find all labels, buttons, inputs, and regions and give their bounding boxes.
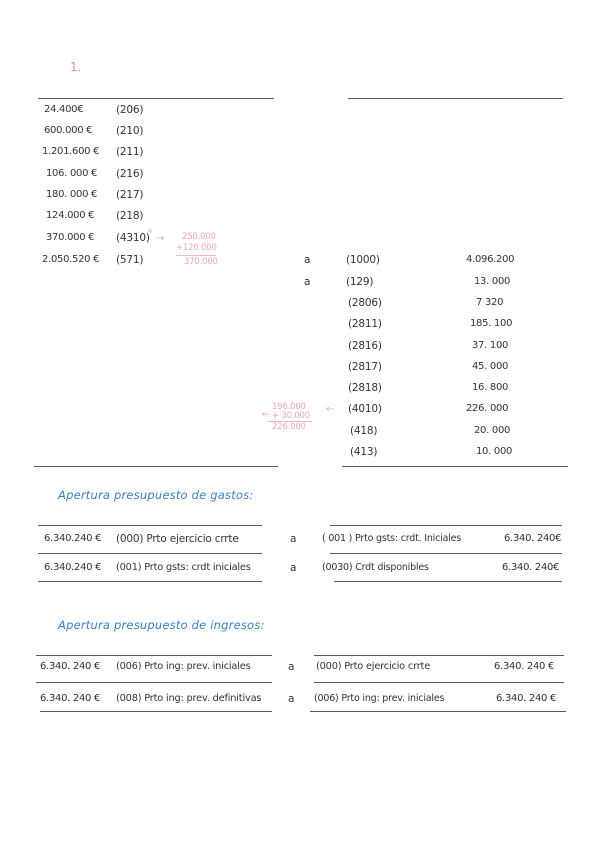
gastos-line <box>38 581 262 582</box>
debit-amount: 124.000 € <box>46 210 95 221</box>
note-value: +120.000 <box>176 243 217 253</box>
debit-account: (218) <box>116 210 144 222</box>
gastos-line <box>334 581 562 582</box>
ingresos-line <box>314 682 564 683</box>
gastos-right-amount: 6.340. 240€ <box>504 533 562 544</box>
note-arrow: ← <box>262 410 270 420</box>
credit-amount: 7 320 <box>476 297 504 308</box>
debit-amount: 106. 000 € <box>46 168 98 179</box>
gastos-right-account: (0030) Crdt disponibles <box>322 562 429 573</box>
credit-amount: 37. 100 <box>472 340 509 351</box>
gastos-heading: Apertura presupuesto de gastos: <box>58 488 254 502</box>
ingresos-line <box>40 711 272 712</box>
credit-account: (1000) <box>346 254 380 266</box>
credit-account: (2806) <box>348 297 382 309</box>
ingresos-left-account: (008) Prto ing: prev. definitivas <box>116 693 262 704</box>
credit-account: (2817) <box>348 361 382 373</box>
gastos-left-amount: 6.340.240 € <box>44 533 102 544</box>
ingresos-left-amount: 6.340. 240 € <box>40 693 101 704</box>
credit-amount: 45. 000 <box>472 361 509 372</box>
note-value: + 30.000 <box>272 411 310 421</box>
gastos-line <box>330 525 562 526</box>
ingresos-right-amount: 6.340. 240 € <box>496 693 557 704</box>
credit-account: (129) <box>346 276 374 288</box>
debit-amount: 370.000 € <box>46 232 95 243</box>
credit-a: a <box>304 254 311 266</box>
debit-account: (211) <box>116 146 144 158</box>
credit-account: (2818) <box>348 382 382 394</box>
ingresos-right-amount: 6.340. 240 € <box>494 661 555 672</box>
credit-account: (2811) <box>348 318 382 330</box>
credit-account: (413) <box>350 446 378 458</box>
ingresos-line <box>310 711 566 712</box>
entry-top-line-right <box>348 98 563 99</box>
gastos-left-account: (001) Prto gsts: crdt iniciales <box>116 562 251 573</box>
ingresos-heading: Apertura presupuesto de ingresos: <box>58 618 265 632</box>
ingresos-right-account: (000) Prto ejercicio crrte <box>316 661 431 672</box>
section-number: 1. <box>70 60 82 74</box>
note-value: 196.000 <box>272 402 306 412</box>
debit-amount: 24.400€ <box>44 104 84 115</box>
debit-account: (206) <box>116 104 144 116</box>
debit-amount: 1.201.600 € <box>42 146 100 157</box>
note-value: 250.000 <box>182 232 216 242</box>
entry-bottom-line-right <box>342 466 568 467</box>
note-total: 226.000 <box>272 422 306 432</box>
gastos-right-account: ( 001 ) Prto gsts: crdt. Iniciales <box>322 533 462 544</box>
note-sum-line <box>176 255 216 256</box>
credit-amount: 4.096.200 <box>466 254 515 265</box>
gastos-left-amount: 6.340.240 € <box>44 562 102 573</box>
gastos-right-amount: 6.340. 240€ <box>502 562 560 573</box>
gastos-left-account: (000) Prto ejercicio crrte <box>116 533 239 545</box>
note-total: 370.000 <box>184 257 218 267</box>
credit-a: a <box>304 276 311 288</box>
credit-amount: 185. 100 <box>470 318 513 329</box>
note-asterisk: * <box>148 228 153 238</box>
credit-amount: 226. 000 <box>466 403 509 414</box>
gastos-line <box>330 553 562 554</box>
ingresos-a: a <box>288 661 295 673</box>
credit-amount: 13. 000 <box>474 276 511 287</box>
credit-account: (4010) <box>348 403 382 415</box>
debit-account: (217) <box>116 189 144 201</box>
gastos-a: a <box>290 562 297 574</box>
debit-account: (571) <box>116 254 144 266</box>
credit-amount: 20. 000 <box>474 425 511 436</box>
ingresos-line <box>36 655 272 656</box>
debit-account: (216) <box>116 168 144 180</box>
note-arrow: → <box>156 233 165 244</box>
debit-account: (210) <box>116 125 144 137</box>
ingresos-line <box>36 682 272 683</box>
credit-amount: 10. 000 <box>476 446 513 457</box>
ingresos-right-account: (006) Prto ing: prev. iniciales <box>314 693 445 704</box>
entry-bottom-line-left <box>34 466 278 467</box>
debit-amount: 600.000 € <box>44 125 93 136</box>
ingresos-left-amount: 6.340. 240 € <box>40 661 101 672</box>
ingresos-a: a <box>288 693 295 705</box>
credit-account: (418) <box>350 425 378 437</box>
gastos-line <box>38 553 262 554</box>
ingresos-left-account: (006) Prto ing: prev. iniciales <box>116 661 251 672</box>
debit-amount: 2.050.520 € <box>42 254 100 265</box>
note-arrow: ← <box>326 404 335 415</box>
credit-amount: 16. 800 <box>472 382 509 393</box>
debit-account: (4310) <box>116 232 150 244</box>
entry-top-line-left <box>38 98 274 99</box>
debit-amount: 180. 000 € <box>46 189 98 200</box>
gastos-line <box>38 525 262 526</box>
gastos-a: a <box>290 533 297 545</box>
ingresos-line <box>314 655 564 656</box>
credit-account: (2816) <box>348 340 382 352</box>
